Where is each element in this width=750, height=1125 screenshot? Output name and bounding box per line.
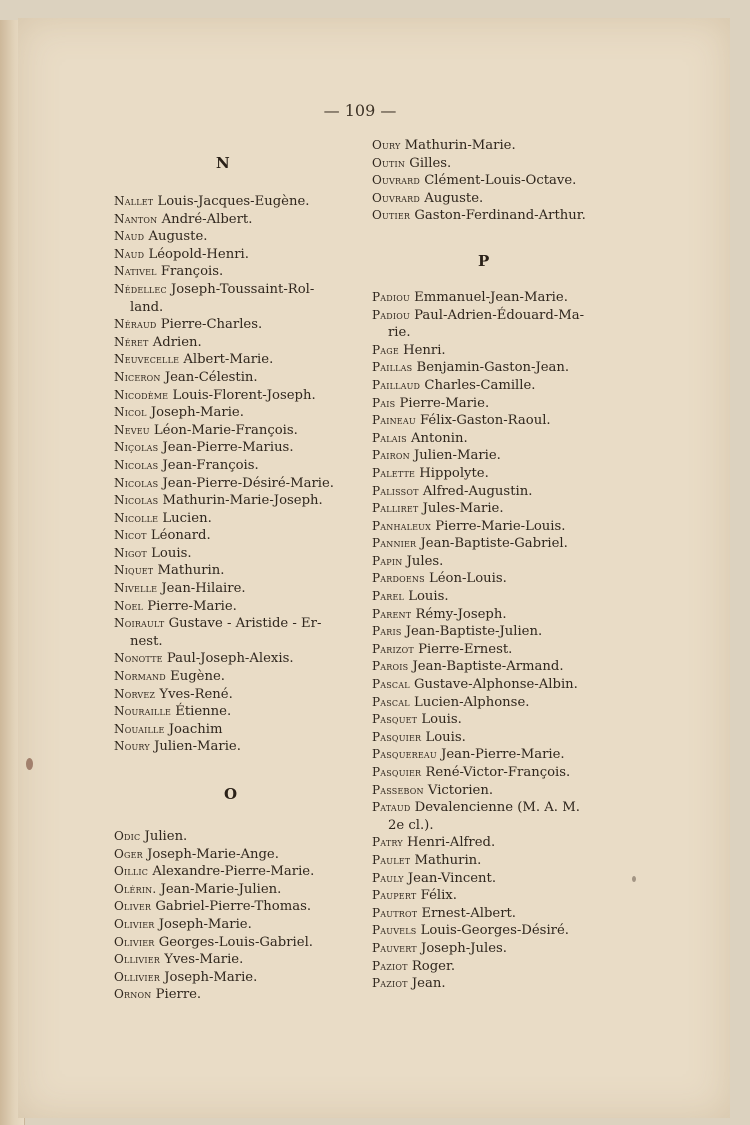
name-entry [114, 404, 354, 422]
entry-surname: Norvez [114, 686, 156, 701]
name-entry [114, 527, 354, 545]
entry-surname: Palette [372, 465, 416, 480]
entry-given-names: Louis. [425, 729, 466, 745]
name-entry [114, 457, 354, 475]
name-entry [114, 598, 354, 616]
entry-surname: Odic [114, 829, 141, 843]
entry-surname: Nicolas [114, 457, 159, 472]
entry-given-names: Auguste. [148, 229, 208, 245]
ink-stain [26, 758, 33, 770]
name-entry [114, 228, 354, 246]
entry-given-names: Antonin. [411, 430, 468, 446]
name-entry [372, 483, 622, 501]
entry-given-names: Emmanuel-Jean-Marie. [414, 289, 568, 305]
entry-surname: Parizot [372, 641, 414, 656]
name-entry [114, 846, 354, 864]
entry-surname: Nédellec [114, 281, 167, 296]
name-entry [114, 969, 354, 987]
right-column [372, 137, 622, 993]
name-entry [372, 958, 622, 976]
name-entry [372, 641, 622, 659]
entry-surname: Pairon [372, 448, 410, 463]
entry-continuation: land. [130, 299, 164, 315]
name-entry [372, 342, 622, 360]
name-entry [372, 412, 622, 430]
entry-given-names: Joseph-Marie. [150, 405, 244, 421]
entry-given-names: Félix. [420, 888, 457, 904]
entry-given-names: Jules-Marie. [422, 501, 504, 517]
entry-given-names: Georges-Louis-Gabriel. [158, 934, 313, 950]
entry-surname: Nativel [114, 264, 157, 279]
entry-surname: Noury [114, 739, 150, 754]
name-entry [372, 430, 622, 448]
entry-given-names: Jean-Pierre-Marie. [441, 747, 565, 763]
name-entry [114, 615, 354, 633]
entry-given-names: Julien-Marie. [414, 448, 501, 464]
entry-given-names: Paul-Adrien-Édouard-Ma- [414, 307, 585, 323]
left-column [114, 155, 354, 1004]
entry-surname: Naud [114, 246, 145, 261]
name-entry [114, 898, 354, 916]
name-entry [114, 439, 354, 457]
entry-surname: Pasquereau [372, 747, 437, 762]
entry-given-names: Joseph-Marie-Ange. [147, 846, 279, 862]
name-entry [114, 650, 354, 668]
entry-given-names: Pierre-Marie. [399, 395, 490, 411]
name-entry [372, 137, 622, 155]
name-entry [114, 738, 354, 756]
entry-surname: Nicolas [114, 493, 159, 508]
entry-surname: Paupert [372, 888, 417, 903]
entry-given-names: Étienne. [175, 704, 232, 720]
name-entry [372, 588, 622, 606]
name-entry [114, 422, 354, 440]
name-entry [372, 711, 622, 729]
entry-given-names: Pierre-Ernest. [418, 641, 513, 657]
entry-surname: Nivelle [114, 581, 158, 596]
entry-given-names: Alfred-Augustin. [422, 483, 533, 499]
name-entry [372, 465, 622, 483]
entry-surname: Outin [372, 155, 406, 170]
name-entry [114, 828, 354, 846]
name-entry [114, 668, 354, 686]
name-entry [114, 545, 354, 563]
entry-given-names: Clément-Louis-Octave. [424, 173, 577, 189]
entry-surname: Pasquier [372, 765, 422, 779]
entry-given-names: Léon-Marie-François. [153, 422, 298, 438]
entry-surname: Olérin. [114, 881, 157, 896]
entry-given-names: Louis-Jacques-Eugène. [157, 194, 310, 209]
entry-surname: Nonotte [114, 651, 163, 666]
name-entry [114, 316, 354, 334]
entry-surname: Niçolas [114, 440, 159, 455]
entry-given-names: Victorien. [427, 782, 494, 798]
entry-given-names: Charles-Camille. [424, 377, 536, 393]
entry-given-names: Gustave-Alphonse-Albin. [413, 677, 578, 693]
entry-surname: Néraud [114, 317, 157, 332]
entry-given-names: Louis. [421, 712, 462, 728]
entry-given-names: Mathurin. [414, 852, 482, 868]
name-entry [114, 951, 354, 969]
name-entry [372, 975, 622, 993]
name-entry [114, 881, 354, 899]
entry-surname: Palliret [372, 501, 419, 516]
entry-given-names: Jean-Marie-Julien. [160, 881, 282, 897]
entry-surname: Normand [114, 669, 166, 684]
name-entry [372, 658, 622, 676]
entry-given-names: Pierre-Marie. [147, 598, 237, 614]
entry-surname: Papin [372, 553, 403, 568]
entry-given-names: Jean-Baptiste-Gabriel. [420, 536, 568, 552]
entry-surname: Patry [372, 835, 403, 850]
entry-surname: Pascal [372, 677, 410, 692]
entry-surname: Neuvecelle [114, 352, 180, 367]
entry-given-names: Jules. [406, 553, 444, 569]
name-entry [114, 387, 354, 405]
name-entry [114, 580, 354, 598]
entry-surname: Nicodème [114, 387, 169, 402]
entry-surname: Paillaud [372, 377, 421, 392]
entry-surname: Padiou [372, 289, 410, 304]
name-entry [372, 377, 622, 395]
entry-given-names: Ernest-Albert. [421, 905, 516, 921]
entry-surname: Pauly [372, 870, 404, 885]
entry-surname: Palissot [372, 483, 419, 498]
entry-given-names: Jean-Hilaire. [161, 581, 246, 597]
entry-given-names: Roger. [411, 958, 456, 974]
entry-surname: Naud [114, 229, 145, 244]
entry-surname: Padiou [372, 307, 410, 322]
name-entry [114, 562, 354, 580]
entry-given-names: Benjamin-Gaston-Jean. [416, 360, 570, 376]
entry-surname: Niceron [114, 369, 161, 384]
entry-given-names: Lucien-Alphonse. [413, 694, 530, 710]
name-entry [372, 852, 622, 870]
entry-surname: Noel [114, 598, 144, 613]
entry-surname: Olivier [114, 934, 155, 949]
entry-given-names: Louis-Georges-Désiré. [420, 923, 569, 939]
name-entry [372, 606, 622, 624]
entry-surname: Nouraille [114, 704, 172, 719]
entry-surname: Pataud [372, 800, 411, 815]
entry-given-names: Jean-Vincent. [407, 870, 497, 886]
name-entry [114, 934, 354, 952]
entry-surname: Nicolas [114, 475, 159, 490]
page-number: — 109 — [323, 101, 397, 120]
entry-given-names: Jean-Célestin. [164, 369, 258, 385]
name-entry [372, 834, 622, 852]
name-entry [372, 746, 622, 764]
name-entry [372, 887, 622, 905]
entry-given-names: Hippolyte. [419, 465, 489, 481]
entry-given-names: Joseph-Jules. [421, 940, 507, 956]
entry-surname: Neveu [114, 422, 150, 437]
name-entry [372, 729, 622, 747]
entry-given-names: Louis. [151, 545, 192, 561]
name-entry [372, 289, 622, 307]
name-entry [372, 172, 622, 190]
entry-given-names: Gaston-Ferdinand-Arthur. [414, 208, 586, 224]
entry-given-names: Pierre-Marie-Louis. [435, 518, 566, 534]
entry-given-names: Joachim [168, 721, 223, 737]
entry-surname: Noirault [114, 616, 165, 631]
name-entry [372, 764, 622, 782]
entry-surname: Ollivier [114, 952, 161, 967]
name-entry [372, 799, 622, 817]
entry-given-names: Rémy-Joseph. [415, 606, 507, 622]
entry-given-names: Eugène. [170, 669, 225, 685]
section-heading-n: N [216, 154, 230, 172]
entry-given-names: Louis-Florent-Joseph. [172, 387, 316, 403]
name-entry [372, 207, 622, 225]
entry-given-names: Albert-Marie. [183, 352, 274, 368]
entry-given-names: Jean. [411, 976, 446, 992]
name-entry [372, 623, 622, 641]
entry-surname: Paulet [372, 852, 411, 867]
entries-list-p [372, 289, 622, 993]
name-entry [372, 190, 622, 208]
entry-surname: Paillas [372, 360, 413, 375]
section-heading-p: P [478, 251, 490, 270]
name-entry [114, 369, 354, 387]
entry-continuation: nest. [130, 633, 163, 649]
entry-surname: Paris [372, 624, 402, 639]
entry-given-names: Jean-François. [162, 457, 259, 473]
name-entry [114, 916, 354, 934]
entry-given-names: Pierre-Charles. [160, 317, 263, 333]
ink-stain [632, 876, 636, 882]
entry-surname: Parel [372, 589, 405, 604]
entry-given-names: Gilles. [409, 155, 452, 171]
name-entry [372, 570, 622, 588]
name-entry [114, 211, 354, 229]
entries-list-o [114, 828, 354, 1004]
entry-surname: Pauvert [372, 940, 417, 955]
entry-surname: Paineau [372, 413, 416, 428]
section-heading-o: O [224, 785, 238, 803]
entry-given-names: Mathurin. [157, 563, 225, 579]
name-entry [372, 922, 622, 940]
entry-surname: Nicol [114, 405, 147, 420]
entry-given-names: Paul-Joseph-Alexis. [166, 651, 294, 667]
entry-surname: Pascal [372, 694, 410, 709]
name-entry [372, 518, 622, 536]
entry-surname: Nicolle [114, 510, 159, 525]
name-entry [372, 694, 622, 712]
name-entry [114, 334, 354, 352]
entry-surname: Pasquier [372, 729, 422, 744]
name-entry [372, 553, 622, 571]
entry-surname: Paziot [372, 976, 408, 991]
entry-surname: Nanton [114, 211, 158, 226]
entry-given-names: Henri-Alfred. [407, 835, 496, 851]
entry-given-names: Félix-Gaston-Raoul. [419, 413, 551, 429]
entry-surname: Nallet [114, 194, 154, 208]
entry-given-names: Joseph-Toussaint-Rol- [170, 281, 315, 297]
entry-given-names: Léon-Louis. [428, 571, 507, 587]
entry-given-names: Yves-René. [159, 686, 233, 702]
entry-given-names: Joseph-Marie. [164, 969, 258, 985]
name-entry [114, 475, 354, 493]
entry-surname: Néret [114, 334, 149, 349]
name-entry [114, 281, 354, 299]
entry-given-names: Léonard. [150, 528, 211, 544]
entry-surname: Pautrot [372, 905, 418, 920]
name-entry [114, 510, 354, 528]
entry-surname: Nigot [114, 545, 147, 560]
name-entry [372, 500, 622, 518]
name-entry [114, 863, 354, 881]
entry-given-names: Jean-Pierre-Marius. [162, 440, 294, 456]
name-entry [372, 782, 622, 800]
entry-given-names: Lucien. [162, 510, 212, 526]
entry-given-names: Mathurin-Marie. [404, 138, 516, 153]
entries-list-n [114, 193, 354, 756]
name-entry [372, 395, 622, 413]
entry-given-names: François. [160, 264, 224, 280]
entry-given-names: Jean-Pierre-Désiré-Marie. [162, 475, 334, 491]
name-entry [114, 492, 354, 510]
entry-given-names: Yves-Marie. [164, 952, 244, 968]
entry-given-names: Henri. [403, 342, 446, 358]
entry-surname: Outier [372, 208, 411, 223]
entry-surname: Ouvrard [372, 173, 420, 188]
entry-surname: Olivier [114, 916, 155, 931]
entry-surname: Ornon [114, 987, 152, 1002]
entry-surname: Passebon [372, 782, 424, 797]
entry-given-names: Jean-Baptiste-Armand. [412, 659, 564, 675]
name-entry [372, 155, 622, 173]
entry-given-names: Louis. [408, 589, 449, 605]
name-entry [114, 986, 354, 1004]
entry-given-names: Auguste. [424, 190, 484, 206]
entry-surname: Parois [372, 659, 409, 674]
name-entry [114, 193, 354, 211]
entry-given-names: André-Albert. [161, 211, 253, 227]
entry-surname: Nouaille [114, 721, 165, 736]
entry-surname: Pais [372, 395, 396, 410]
name-entry [372, 870, 622, 888]
entry-surname: Ollivier [114, 969, 161, 984]
entry-given-names: Julien-Marie. [154, 739, 241, 755]
name-entry [372, 676, 622, 694]
entry-continuation: rie. [388, 325, 411, 341]
name-entry [372, 307, 622, 325]
entry-given-names: Jean-Baptiste-Julien. [405, 624, 543, 640]
entry-surname: Oury [372, 138, 401, 152]
name-entry [114, 351, 354, 369]
entry-given-names: Adrien. [152, 334, 202, 350]
name-entry [114, 686, 354, 704]
entry-surname: Oliver [114, 899, 152, 914]
entry-surname: Niquet [114, 563, 154, 578]
entry-given-names: Alexandre-Pierre-Marie. [152, 864, 315, 880]
entry-surname: Nicot [114, 528, 147, 543]
entry-surname: Pardoens [372, 571, 425, 586]
entry-given-names: Joseph-Marie. [158, 916, 252, 932]
name-entry [114, 263, 354, 281]
name-entry [372, 940, 622, 958]
name-entry [114, 246, 354, 264]
entry-given-names: Mathurin-Marie-Joseph. [162, 493, 323, 509]
entry-surname: Ouvrard [372, 190, 420, 205]
entry-surname: Oger [114, 846, 143, 861]
name-entry [114, 703, 354, 721]
entries-list-o-continued [372, 137, 622, 225]
entry-surname: Panhaleux [372, 518, 431, 533]
entry-continuation: 2e cl.). [388, 817, 434, 833]
entry-given-names: René-Victor-François. [425, 765, 571, 780]
name-entry [114, 721, 354, 739]
entry-surname: Pannier [372, 536, 417, 551]
entry-surname: Pasquet [372, 712, 418, 727]
name-entry [372, 905, 622, 923]
entry-given-names: Gustave - Aristide - Er- [168, 616, 322, 632]
entry-surname: Pauvels [372, 923, 417, 938]
entry-given-names: Devalencienne (M. A. M. [414, 800, 580, 816]
entry-surname: Page [372, 342, 399, 357]
entry-given-names: Léopold-Henri. [148, 246, 249, 262]
name-entry [372, 447, 622, 465]
name-entry [372, 359, 622, 377]
name-entry [372, 535, 622, 553]
entry-surname: Parent [372, 606, 412, 621]
entry-surname: Oillic [114, 864, 149, 879]
entry-surname: Palais [372, 430, 407, 445]
entry-given-names: Pierre. [155, 987, 202, 1003]
entry-given-names: Julien. [144, 829, 188, 844]
entry-surname: Paziot [372, 958, 408, 973]
entry-given-names: Gabriel-Pierre-Thomas. [155, 899, 312, 915]
